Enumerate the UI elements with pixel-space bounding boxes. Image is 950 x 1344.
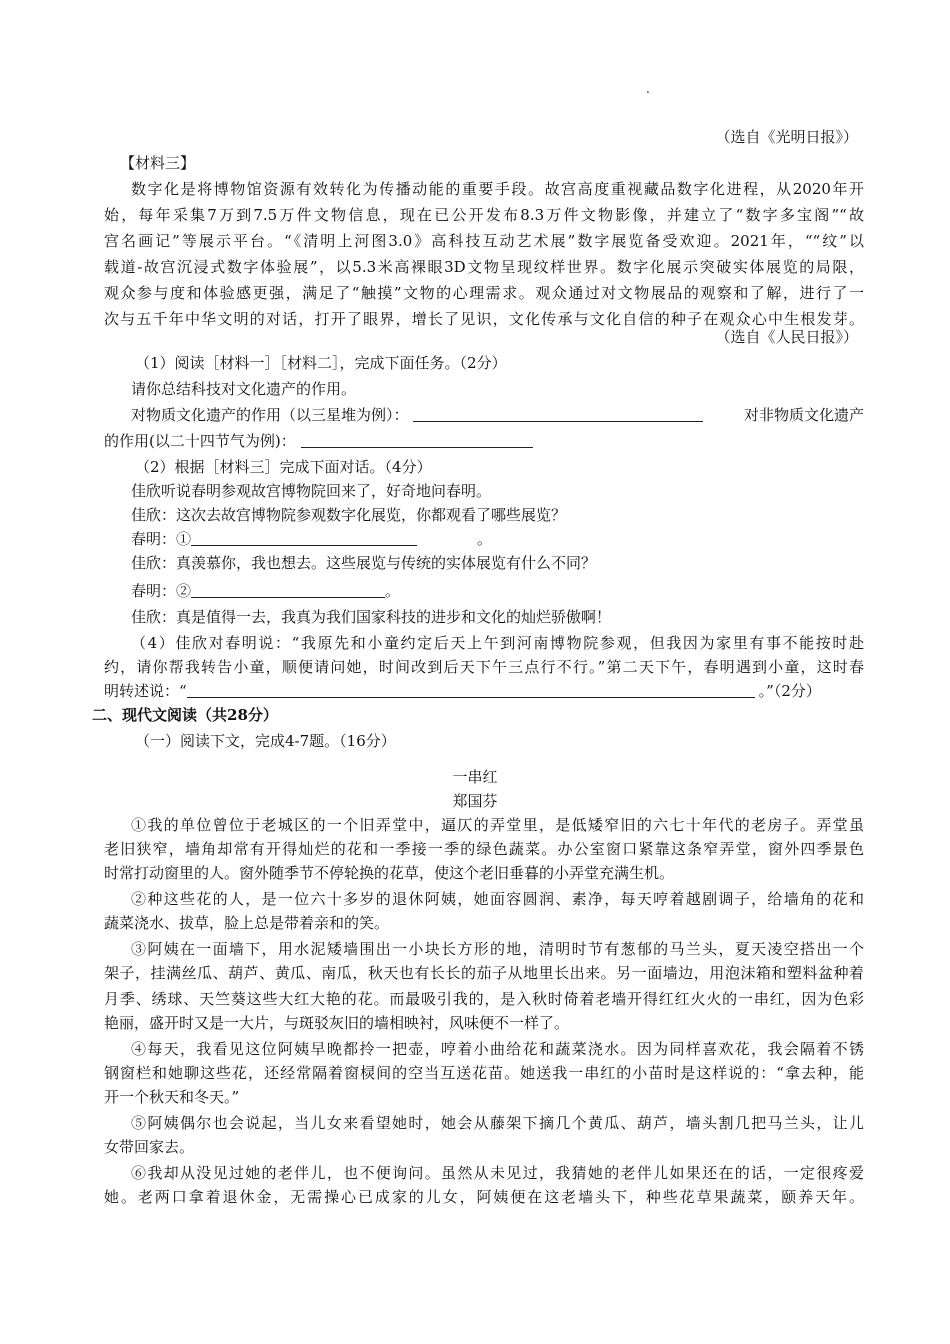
article-author: 郑国芬 [452,792,498,810]
dialogue-answer-1 [131,526,492,552]
paragraph-line: 老旧狭窄，墙角却常有开得灿烂的花和一季接一季的绿色蔬菜。办公室窗口紧靠这条窄弄堂，窗外四季景色 [104,840,864,858]
header-dot: . [646,82,650,96]
paragraph-line: ①我的单位曾位于老城区的一个旧弄堂中，逼仄的弄堂里，是低矮窄旧的六七十年代的老房子。弄堂虽 [131,816,864,834]
q4-suffix: 。”（2分） [758,682,821,700]
q2-intro: 佳欣听说春明参观故宫博物院回来了，好奇地问春明。 [131,482,492,500]
paragraph-line: ④每天，我看见这位阿姨早晚都拎一把壶，哼着小曲给花和蔬菜浇水。因为同样喜欢花，我会隔着不锈 [131,1040,864,1058]
q4-line: （4）佳欣对春明说：“我原先和小童约定后天上午到河南博物院参观，但我因为家里有事不能按时赴 [131,634,864,652]
material3-title: 【材料三】 [120,154,196,172]
q4-prefix: 明转述说：“ [104,682,187,700]
q1-line1-label2: 对非物质文化遗产 [743,406,864,424]
material3-line: 始，每年采集7万到7.5万件文物信息，现在已公开发布8.3万件文物影像，并建立了“数字多宝阁”“故 [104,206,864,224]
q2-title: （2）根据［材料三］完成下面对话。（4分） [135,458,432,476]
dialogue-line: 佳欣：真羡慕你，我也想去。这些展览与传统的实体展览有什么不同？ [131,554,597,572]
source-renmin: （选自《人民日报》） [715,328,858,346]
paragraph-line: 月季、绣球、天竺葵这些大红大艳的花。而最吸引我的，是入秋时倚着老墙开得红红火火的一串红，因为色彩 [104,990,864,1008]
q1-line2-label: 的作用(以二十四节气为例)： [104,432,296,450]
paragraph-line: 女带回家去。 [104,1138,195,1156]
paragraph-line: 艳丽，盛开时又是一大片，与斑驳灰旧的墙相映衬，风味便不一样了。 [104,1014,570,1032]
q4-line: 约，请你帮我转告小童，顺便请问她，时间改到后天下午三点行不行。”第二天下午，春明遇到小童，这时春 [104,658,864,676]
q1-line1-label: 对物质文化遗产的作用（以三星堆为例）： [131,406,409,424]
material3-line: 载道-故宫沉浸式数字体验展”，以5.3米高裸眼3D文物呈现纹样世界。数字化展示突破实体展览的局限， [104,258,864,276]
q1-prompt: 请你总结科技对文化遗产的作用。 [131,380,357,398]
dialogue-line: 佳欣：真是值得一去，我真为我们国家科技的进步和文化的灿烂骄傲啊！ [131,608,612,626]
paragraph-line: 钢窗栏和她聊这些花，还经常隔着窗棂间的空当互送花苗。她送我一串红的小苗时是这样说的：“拿去种，能 [104,1064,864,1082]
period: 。 [385,582,401,600]
material3-line: 宫名画记”等展示平台。“《清明上河图3.0》高科技互动艺术展”数字展览备受欢迎。2021年，““纹”以 [104,232,864,250]
section-title: 二、现代文阅读（共28分） [92,706,278,724]
paragraph-line: ⑤阿姨偶尔也会说起，当儿女来看望她时，她会从藤架下摘几个黄瓜、葫芦，墙头割几把马兰头，让儿 [131,1114,864,1132]
answer-blank-2[interactable] [191,581,385,598]
dialogue-speaker: 春明：② [131,582,192,600]
period: 。 [477,530,493,548]
material3-line: 次与五千年中华文明的对话，打开了眼界，增长了见识，文化传承与文化自信的种子在观众心中生根发芽。 [104,310,864,328]
material3-line: 观众参与度和体验感更强，满足了“触摸”文物的心理需求。观众通过对文物展品的观察和了解，进行了一 [104,284,864,302]
paragraph-line: ②种这些花的人，是一位六十多岁的退休阿姨，她面容圆润、素净，每天哼着越剧调子，给墙角的花和 [131,890,864,908]
material3-line: 数字化是将博物馆资源有效转化为传播动能的重要手段。故宫高度重视藏品数字化进程，从2020年开 [131,180,864,198]
paragraph-line: 架子，挂满丝瓜、葫芦、黄瓜、南瓜，秋天也有长长的茄子从地里长出来。另一面墙边，用泡沫箱和塑料盆种着 [104,964,864,982]
paragraph-line: 时常打动窗里的人。窗外随季节不停轮换的花草，使这个老旧垂暮的小弄堂充满生机。 [104,864,675,882]
dialogue-speaker: 春明：① [131,530,192,548]
paragraph-line: 她。老两口拿着退休金，无需操心已成家的儿女，阿姨便在这老墙头下，种些花草果蔬菜，颐养天年。 [104,1188,864,1206]
article-title: 一串红 [452,768,498,786]
dialogue-answer-2 [131,578,400,604]
answer-blank-intangible[interactable] [301,431,533,448]
answer-blank-material[interactable] [413,405,703,422]
q1-line1 [131,402,864,428]
paragraph-line: 蔬菜浇水、拔草，脸上总是带着亲和的笑。 [104,914,390,932]
q1-line2 [104,428,533,454]
source-guangming: （选自《光明日报》） [715,128,858,146]
paragraph-line: ③阿姨在一面墙下，用水泥矮墙围出一小块长方形的地，清明时节有葱郁的马兰头，夏天凌空搭出一个 [131,940,864,958]
part-title: （一）阅读下文，完成4-7题。（16分） [135,732,396,750]
answer-blank-1[interactable] [191,529,417,546]
q1-title: （1）阅读［材料一］［材料二］，完成下面任务。（2分） [135,354,507,372]
q4-line3 [104,678,821,704]
answer-blank-relay[interactable] [187,681,755,698]
dialogue-line: 佳欣：这次去故宫博物院参观数字化展览，你都观看了哪些展览？ [131,506,567,524]
paragraph-line: 开一个秋天和冬天。” [104,1088,240,1106]
paragraph-line: ⑥我却从没见过她的老伴儿，也不便询问。虽然从未见过，我猜她的老伴儿如果还在的话，一定很疼爱 [131,1164,864,1182]
